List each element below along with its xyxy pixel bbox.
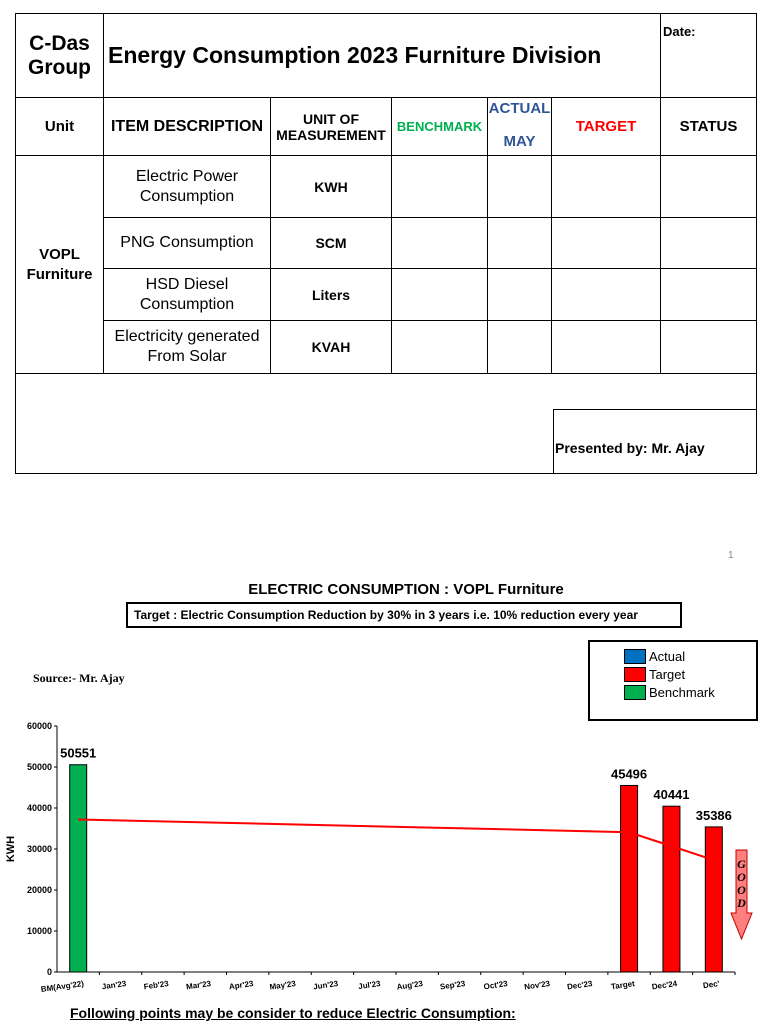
item-cell: [104, 321, 271, 374]
item-desc: Electricity generated From Solar: [114, 328, 260, 365]
date-label: Date:: [663, 24, 696, 39]
x-tick-label: Dec'24: [651, 979, 678, 992]
x-tick-label: Oct'23: [483, 979, 509, 992]
col-actual-label: ACTUAL: [488, 100, 551, 117]
y-tick-label: 0: [46, 967, 52, 977]
col-unit: Unit: [16, 98, 104, 156]
good-letter: G: [737, 857, 746, 871]
col-item: ITEM DESCRIPTION: [104, 98, 271, 156]
target-cell: [552, 218, 661, 269]
uom-cell: SCM: [271, 218, 392, 269]
benchmark-cell: [392, 321, 488, 374]
col-actual-month: MAY: [503, 133, 536, 150]
col-uom-label: UNIT OF MEASUREMENT: [276, 110, 386, 143]
x-tick-label: May'23: [268, 979, 297, 992]
x-tick-label: Apr'23: [228, 979, 254, 992]
actual-cell: [488, 321, 552, 374]
source-note: Source:- Mr. Ajay: [33, 671, 125, 685]
chart-legend: [588, 640, 758, 721]
actual-cell: [488, 218, 552, 269]
data-label: 40441: [653, 787, 690, 803]
x-tick-label: Dec'23: [566, 979, 593, 992]
data-label: 50551: [60, 745, 97, 761]
legend-item-target: [624, 665, 715, 683]
uom-cell: KVAH: [271, 321, 392, 374]
footer-cell: [16, 374, 757, 474]
chart-title: ELECTRIC CONSUMPTION : VOPL Furniture: [248, 581, 564, 598]
legend-label: Actual: [649, 648, 686, 664]
status-cell: [661, 321, 757, 374]
legend-swatch-actual: [624, 649, 646, 664]
x-tick-label: Mar'23: [185, 979, 212, 992]
x-tick-label: Target: [610, 979, 636, 992]
item-cell: [104, 269, 271, 321]
uom-cell: KWH: [271, 156, 392, 218]
y-tick-label: 20000: [26, 885, 52, 895]
data-label: 35386: [695, 807, 732, 823]
x-tick-label: Jun'23: [312, 979, 339, 992]
item-desc: PNG Consumption: [120, 234, 254, 251]
bar-target: [663, 806, 680, 972]
y-tick-label: 30000: [26, 844, 52, 854]
target-cell: [552, 321, 661, 374]
actual-cell: [488, 156, 552, 218]
data-label: 45496: [610, 766, 648, 782]
item-desc: Electric Power Consumption: [135, 167, 239, 205]
legend-swatch-benchmark: [624, 685, 646, 700]
unit-name-cell: [16, 156, 104, 374]
footer-note: Following points may be consider to reduce Electric Consumption:: [70, 1005, 516, 1021]
x-tick-label: Feb'23: [143, 979, 170, 992]
item-cell: [104, 218, 271, 269]
target-cell: [552, 269, 661, 321]
good-letter: D: [737, 896, 746, 910]
x-tick-label: Dec': [702, 979, 721, 991]
org-name-cell: [16, 14, 104, 98]
status-cell: [661, 156, 757, 218]
energy-table: [15, 13, 757, 474]
status-cell: [661, 269, 757, 321]
y-tick-label: 40000: [26, 803, 52, 813]
x-tick-label: Nov'23: [523, 979, 551, 992]
y-tick-label: 10000: [26, 926, 52, 936]
org-name: C-Das Group: [28, 31, 91, 79]
legend-label: Benchmark: [649, 684, 715, 700]
presented-by-box: [553, 409, 757, 474]
y-tick-label: 60000: [26, 721, 52, 731]
col-actual: [488, 98, 552, 156]
legend-label: Target: [649, 666, 686, 682]
good-letter: O: [737, 883, 746, 897]
uom-cell: Liters: [271, 269, 392, 321]
status-cell: [661, 218, 757, 269]
benchmark-cell: [392, 156, 488, 218]
page-number: 1: [728, 550, 734, 561]
title-cell: [104, 14, 661, 98]
y-tick-label: 50000: [26, 762, 52, 772]
bar-benchmark: [70, 765, 87, 972]
legend-item-benchmark: [624, 683, 715, 701]
col-benchmark: BENCHMARK: [392, 98, 488, 156]
bar-target: [705, 827, 722, 972]
legend-swatch-target: [624, 667, 646, 682]
consumption-chart: [0, 715, 768, 1005]
x-tick-label: Jan'23: [101, 979, 127, 992]
x-tick-label: BM(Avg'22): [40, 979, 85, 995]
benchmark-cell: [392, 269, 488, 321]
good-label: [736, 857, 746, 910]
actual-cell: [488, 269, 552, 321]
target-trend-line: [78, 819, 714, 860]
y-axis-label: KWH: [5, 835, 17, 863]
col-status: STATUS: [661, 98, 757, 156]
bar-target: [621, 785, 638, 972]
good-letter: O: [737, 870, 746, 884]
benchmark-cell: [392, 218, 488, 269]
col-uom: [271, 98, 392, 156]
x-tick-label: Aug'23: [396, 979, 424, 992]
presented-by: Presented by: Mr. Ajay: [555, 440, 705, 456]
page-title: Energy Consumption 2023 Furniture Division: [108, 42, 602, 68]
unit-name: VOPL Furniture: [26, 245, 93, 283]
col-target: TARGET: [552, 98, 661, 156]
item-desc: HSD Diesel Consumption: [139, 275, 235, 313]
date-cell: [661, 14, 757, 98]
target-note: Target : Electric Consumption Reduction by 30% in 3 years i.e. 10% reduction every year: [126, 602, 682, 628]
x-tick-label: Jul'23: [357, 979, 382, 992]
legend-item-actual: [624, 647, 715, 665]
item-cell: [104, 156, 271, 218]
target-cell: [552, 156, 661, 218]
x-tick-label: Sep'23: [439, 979, 466, 992]
